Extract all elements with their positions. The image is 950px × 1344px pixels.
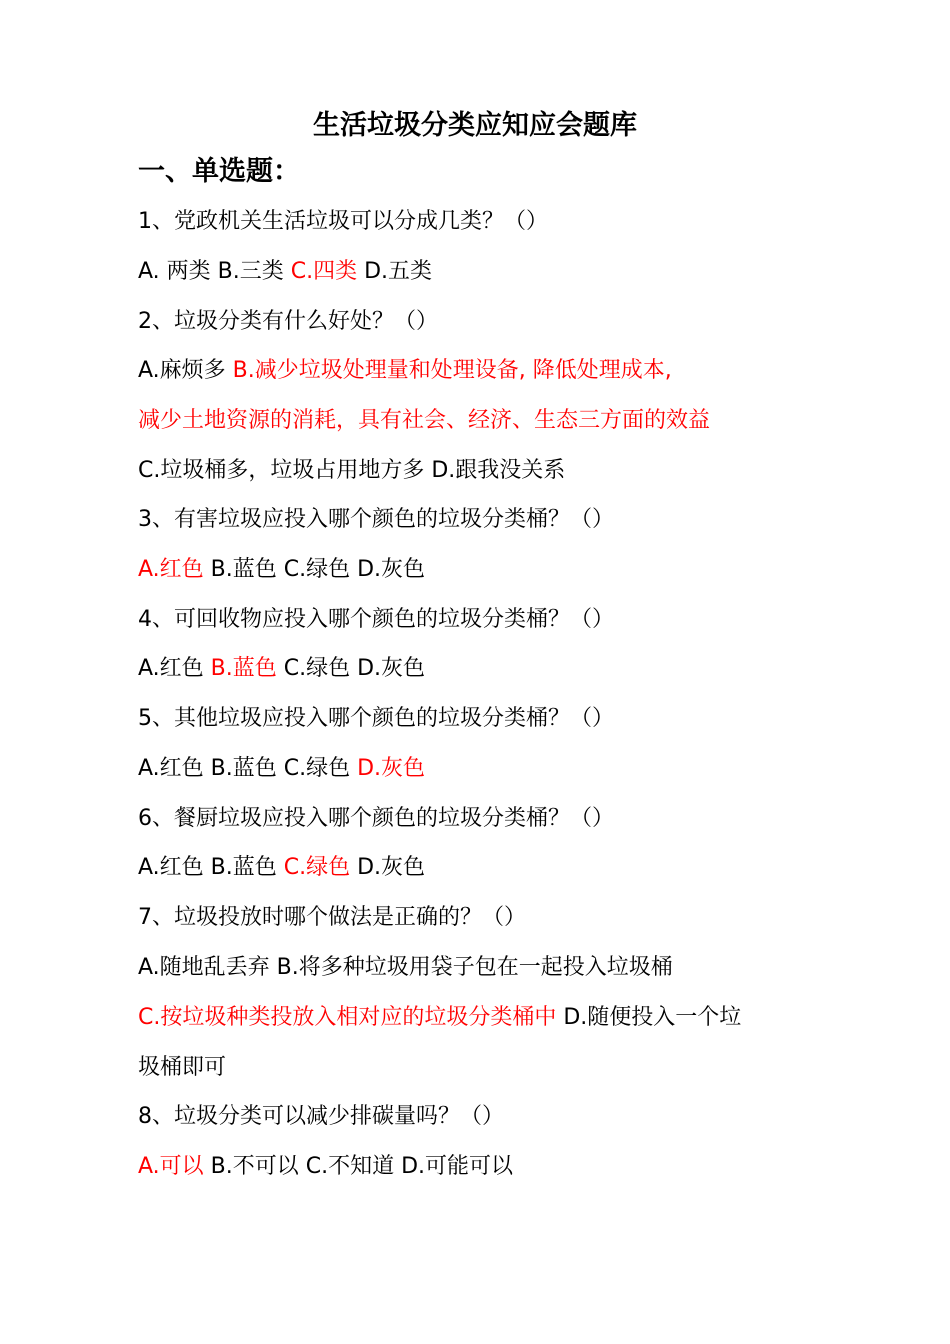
option-a: A.麻烦多 [138, 358, 233, 383]
option-a: A.红色 [138, 756, 211, 781]
question-8-options [138, 1150, 513, 1184]
option-a-correct: A.红色 [138, 557, 204, 582]
question-6: 6、餐厨垃圾应投入哪个颜色的垃圾分类桶？（） [138, 806, 614, 831]
question-2: 2、垃圾分类有什么好处？（） [138, 309, 438, 334]
option-a: A. 两类 [138, 259, 218, 284]
option-d: D.五类 [357, 259, 433, 284]
option-d: D.跟我没关系 [431, 458, 566, 483]
option-a: A.随地乱丢弃 [138, 955, 277, 980]
question-6-options [138, 851, 425, 885]
option-a-correct: A.可以 [138, 1154, 204, 1179]
option-c-correct: C.四类 [290, 259, 358, 284]
option-b-correct: B.蓝色 [210, 656, 277, 681]
option-d: D.灰色 [357, 656, 426, 681]
question-7: 7、垃圾投放时哪个做法是正确的？（） [138, 905, 526, 930]
question-3-options [138, 553, 425, 587]
option-d: D.灰色 [350, 855, 426, 880]
option-d: D.灰色 [357, 557, 426, 582]
option-c-correct: C.绿色 [283, 855, 351, 880]
option-b: B.蓝色 [210, 756, 284, 781]
question-5: 5、其他垃圾应投入哪个颜色的垃圾分类桶？（） [138, 706, 614, 731]
document-title: 生活垃圾分类应知应会题库 [313, 110, 637, 141]
question-2-options-line-1 [138, 354, 672, 388]
option-c: C.不知道 [305, 1154, 402, 1179]
option-b: B.蓝色 [210, 855, 284, 880]
option-c: C.垃圾桶多，垃圾占用地方多 [138, 458, 432, 483]
question-7-options-line-1 [138, 951, 673, 985]
section-heading: 一、单选题： [138, 156, 300, 187]
option-c: C.绿色 [283, 557, 358, 582]
option-d: D.随便投入一个垃 [556, 1005, 742, 1030]
question-5-options [138, 752, 425, 786]
option-c: C.绿色 [283, 756, 358, 781]
question-1-options [138, 255, 432, 289]
option-b: B.将多种垃圾用袋子包在一起投入垃圾桶 [276, 955, 673, 980]
question-1: 1、党政机关生活垃圾可以分成几类？（） [138, 209, 548, 234]
question-8: 8、垃圾分类可以减少排碳量吗？（） [138, 1104, 504, 1129]
option-d: D.可能可以 [401, 1154, 514, 1179]
question-3: 3、有害垃圾应投入哪个颜色的垃圾分类桶？（） [138, 507, 614, 532]
option-a: A.红色 [138, 855, 211, 880]
question-2-option-b-continued: 减少土地资源的消耗，具有社会、经济、生态三方面的效益 [138, 408, 711, 433]
question-2-options-line-3 [138, 454, 565, 488]
option-a: A.红色 [138, 656, 211, 681]
option-b: B.蓝色 [203, 557, 284, 582]
question-7-options-line-2 [138, 1001, 741, 1035]
option-b: B.不可以 [203, 1154, 306, 1179]
option-c-correct: C.按垃圾种类投放入相对应的垃圾分类桶中 [138, 1005, 557, 1030]
question-4-options [138, 652, 425, 686]
option-d-correct: D.灰色 [357, 756, 426, 781]
option-b: B.三类 [217, 259, 291, 284]
question-4: 4、可回收物应投入哪个颜色的垃圾分类桶？（） [138, 607, 614, 632]
option-c: C.绿色 [276, 656, 358, 681]
option-b-correct: B.减少垃圾处理量和处理设备, 降低处理成本, [232, 358, 672, 383]
question-7-option-d-continued: 圾桶即可 [138, 1055, 227, 1080]
